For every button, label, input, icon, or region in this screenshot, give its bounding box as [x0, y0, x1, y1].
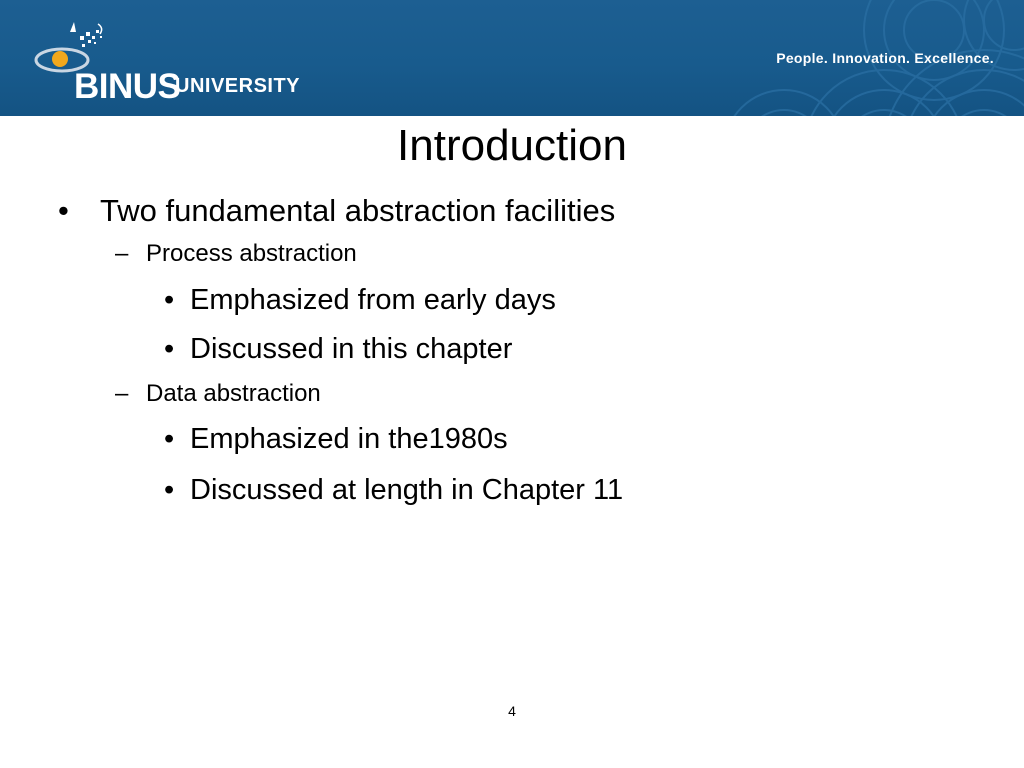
bullet-text: Emphasized in the1980s	[190, 423, 508, 455]
bullet-text: Discussed in this chapter	[190, 333, 513, 365]
page-number: 4	[508, 703, 516, 719]
bullet-text: Two fundamental abstraction facilities	[100, 193, 616, 228]
header-banner	[0, 0, 1024, 116]
bullet-marker: •	[164, 423, 175, 455]
logo-university-text: UNIVERSITY	[175, 75, 301, 97]
bullet-marker: –	[115, 380, 129, 407]
slide-title: Introduction	[397, 121, 627, 170]
bullet-text: Emphasized from early days	[190, 284, 556, 316]
bullet-text: Process abstraction	[146, 240, 357, 267]
logo-binus-text: BINUS	[74, 67, 181, 106]
bullet-marker: •	[164, 333, 175, 365]
bullet-marker: •	[164, 284, 175, 316]
bullet-marker: –	[115, 240, 129, 267]
bullet-marker: •	[58, 193, 69, 228]
bullet-marker: •	[164, 474, 175, 506]
binus-logo	[28, 14, 301, 106]
bullet-text: Discussed at length in Chapter 11	[190, 474, 624, 506]
bullet-text: Data abstraction	[146, 380, 321, 407]
tagline: People. Innovation. Excellence.	[776, 50, 994, 66]
